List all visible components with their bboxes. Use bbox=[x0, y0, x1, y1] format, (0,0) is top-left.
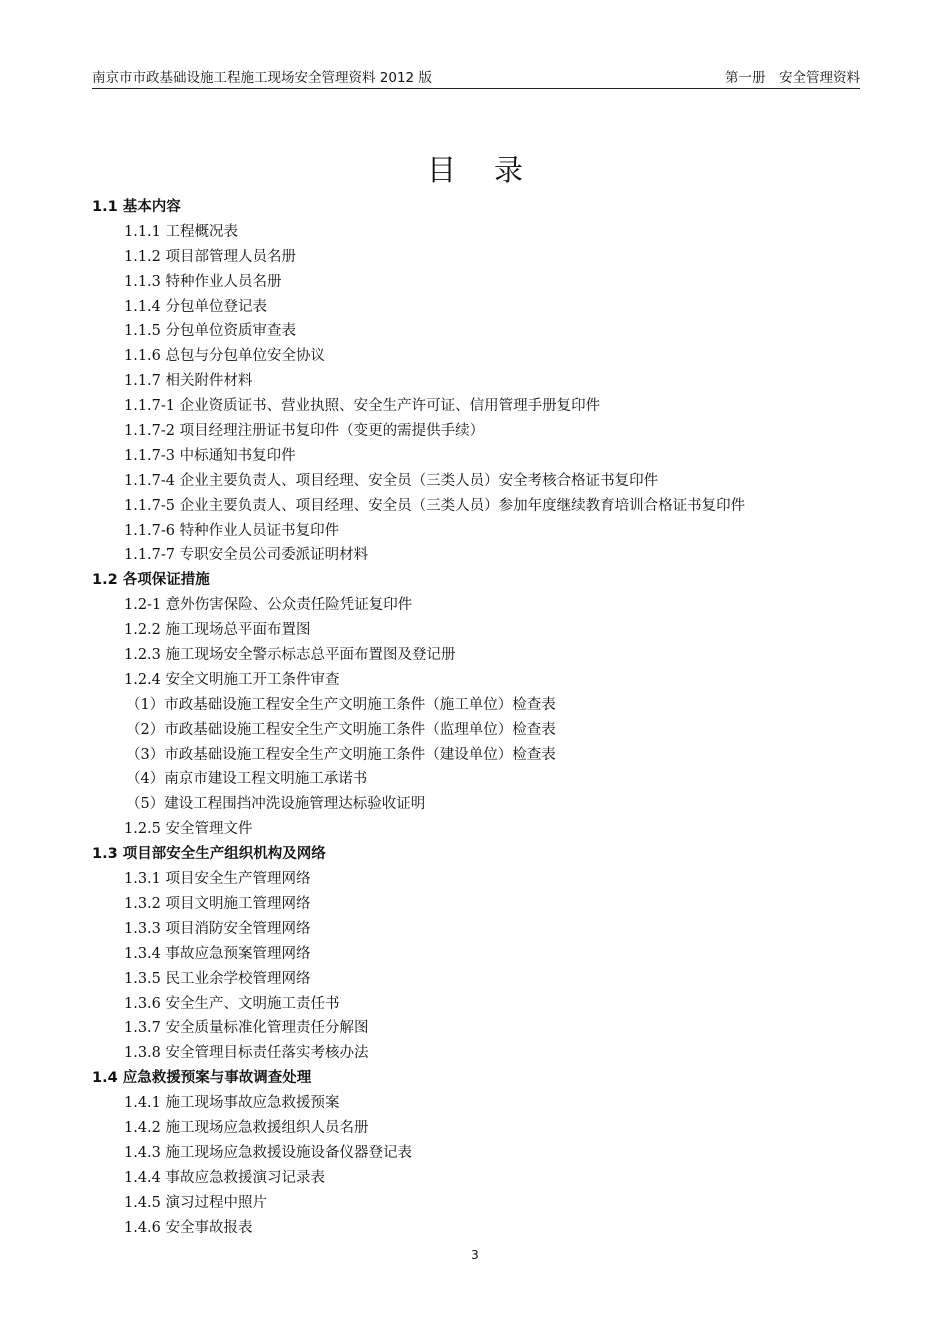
toc-entry: （2）市政基础设施工程安全生产文明施工条件（监理单位）检查表 bbox=[126, 721, 556, 738]
toc-entry: 1.4.6 安全事故报表 bbox=[124, 1219, 253, 1236]
header-title: 南京市市政基础设施工程施工现场安全管理资料 2012 版 bbox=[92, 70, 432, 86]
toc-entry: 1.3.5 民工业余学校管理网络 bbox=[124, 970, 311, 987]
toc-entry: 1.3.4 事故应急预案管理网络 bbox=[124, 945, 311, 962]
page-title: 目录 bbox=[426, 153, 561, 187]
toc-entry: 1.4.3 施工现场应急救援设施设备仪器登记表 bbox=[124, 1144, 413, 1161]
toc-entry: 1.1.7 相关附件材料 bbox=[124, 373, 253, 390]
toc-entry: （1）市政基础设施工程安全生产文明施工条件（施工单位）检查表 bbox=[126, 696, 556, 713]
toc-section-heading: 1.3 项目部安全生产组织机构及网络 bbox=[92, 846, 326, 863]
header-volume: 第一册 安全管理资料 bbox=[725, 70, 860, 86]
toc-entry: 1.3.2 项目文明施工管理网络 bbox=[124, 895, 311, 912]
toc-entry: 1.1.7-4 企业主要负责人、项目经理、安全员（三类人员）安全考核合格证书复印件 bbox=[124, 472, 659, 489]
toc-entry: 1.1.5 分包单位资质审查表 bbox=[124, 323, 297, 340]
toc-section-heading: 1.4 应急救援预案与事故调查处理 bbox=[92, 1070, 312, 1087]
toc-entry: 1.1.7-5 企业主要负责人、项目经理、安全员（三类人员）参加年度继续教育培训合格证书复印件 bbox=[124, 497, 746, 514]
toc-entry: 1.2-1 意外伤害保险、公众责任险凭证复印件 bbox=[124, 597, 413, 614]
page-header bbox=[92, 66, 860, 89]
toc-entry: 1.4.2 施工现场应急救援组织人员名册 bbox=[124, 1119, 369, 1136]
toc-entry: 1.1.6 总包与分包单位安全协议 bbox=[124, 348, 326, 365]
toc-entry: 1.1.4 分包单位登记表 bbox=[124, 298, 268, 315]
toc-entry: 1.3.3 项目消防安全管理网络 bbox=[124, 920, 311, 937]
table-of-contents bbox=[92, 195, 872, 1240]
toc-entry: 1.2.5 安全管理文件 bbox=[124, 821, 253, 838]
toc-entry: 1.2.4 安全文明施工开工条件审查 bbox=[124, 671, 340, 688]
toc-entry: （4）南京市建设工程文明施工承诺书 bbox=[126, 771, 368, 788]
toc-entry: 1.1.7-1 企业资质证书、营业执照、安全生产许可证、信用管理手册复印件 bbox=[124, 398, 601, 415]
toc-entry: 1.1.7-2 项目经理注册证书复印件（变更的需提供手续） bbox=[124, 423, 485, 440]
toc-entry: 1.1.2 项目部管理人员名册 bbox=[124, 248, 297, 265]
page-number: 3 bbox=[471, 1248, 479, 1262]
toc-entry: 1.1.3 特种作业人员名册 bbox=[124, 273, 282, 290]
toc-entry: （3）市政基础设施工程安全生产文明施工条件（建设单位）检查表 bbox=[126, 746, 556, 763]
toc-entry: 1.1.1 工程概况表 bbox=[124, 223, 239, 240]
toc-entry: 1.4.4 事故应急救援演习记录表 bbox=[124, 1169, 326, 1186]
toc-entry: 1.1.7-7 专职安全员公司委派证明材料 bbox=[124, 547, 369, 564]
toc-entry: 1.2.3 施工现场安全警示标志总平面布置图及登记册 bbox=[124, 647, 456, 664]
toc-entry: 1.3.6 安全生产、文明施工责任书 bbox=[124, 995, 340, 1012]
toc-entry: 1.3.8 安全管理目标责任落实考核办法 bbox=[124, 1045, 369, 1062]
toc-entry: 1.3.1 项目安全生产管理网络 bbox=[124, 871, 311, 888]
toc-entry: 1.3.7 安全质量标准化管理责任分解图 bbox=[124, 1020, 369, 1037]
toc-section-heading: 1.1 基本内容 bbox=[92, 199, 181, 215]
toc-entry: （5）建设工程围挡冲洗设施管理达标验收证明 bbox=[126, 796, 426, 813]
toc-section-heading: 1.2 各项保证措施 bbox=[92, 572, 210, 589]
toc-entry: 1.1.7-3 中标通知书复印件 bbox=[124, 447, 296, 464]
toc-entry: 1.4.1 施工现场事故应急救援预案 bbox=[124, 1095, 340, 1112]
toc-entry: 1.1.7-6 特种作业人员证书复印件 bbox=[124, 522, 340, 539]
toc-entry: 1.2.2 施工现场总平面布置图 bbox=[124, 622, 311, 639]
toc-entry: 1.4.5 演习过程中照片 bbox=[124, 1194, 268, 1211]
